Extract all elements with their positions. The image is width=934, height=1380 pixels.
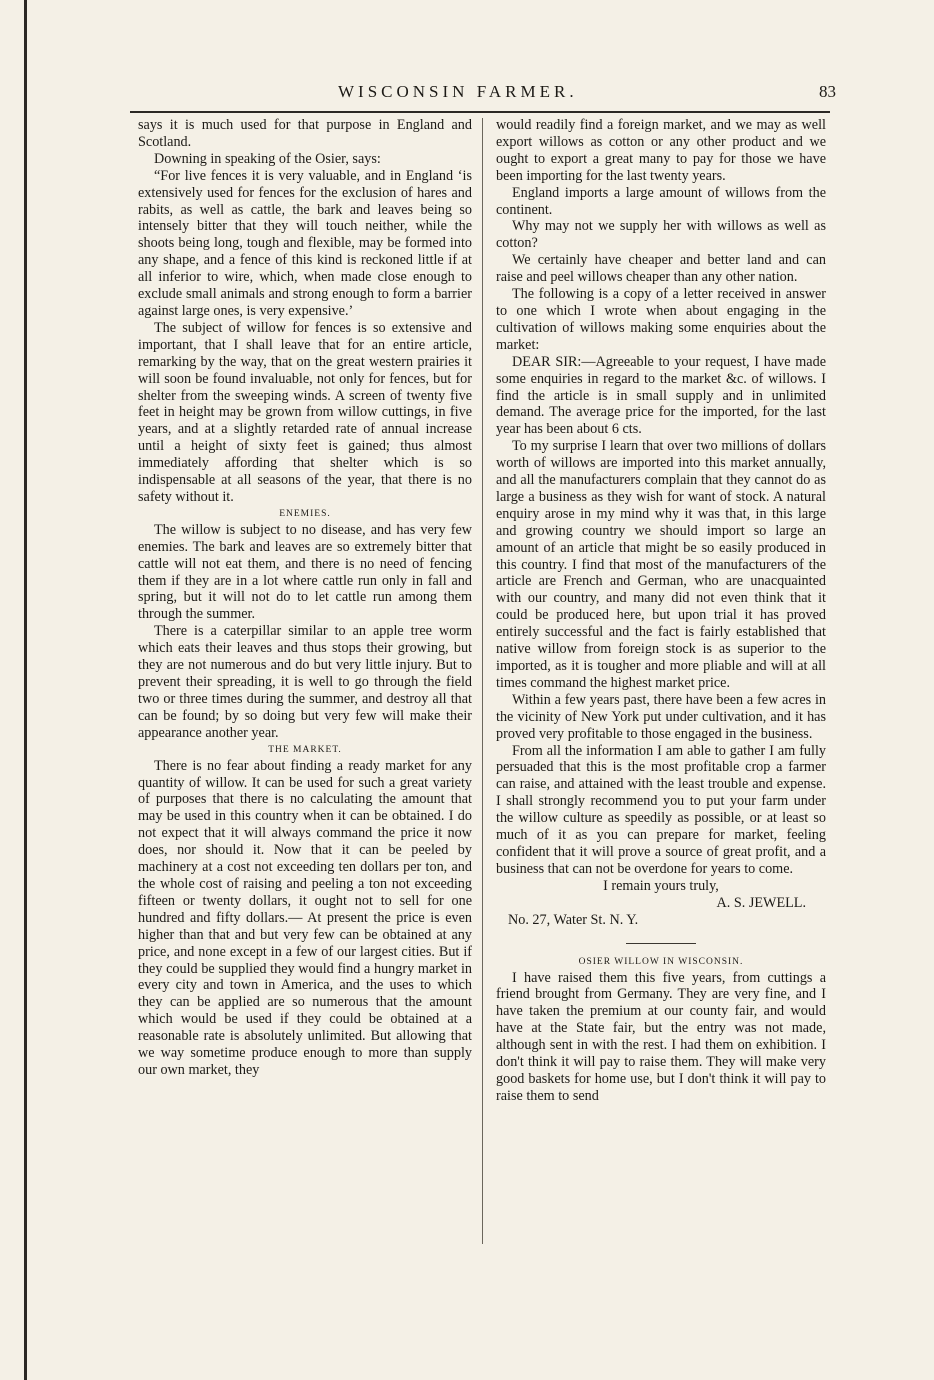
- paragraph: We certainly have cheaper and better land and can raise and peel willows cheaper than any other nation.: [496, 252, 826, 286]
- section-divider: [626, 943, 696, 944]
- paragraph: Why may not we supply her with willows as well as cotton?: [496, 218, 826, 252]
- section-heading-enemies: ENEMIES.: [279, 508, 331, 519]
- paragraph: There is a caterpillar similar to an apple tree worm which eats their leaves and thus stops their growing, but they are not numerous and do but very little injury. But to prevent their spreading, it is well to go through the field two or three times during the summer, and destroy all that can be found; by so doing but very few will make their appearance another year.: [138, 623, 472, 741]
- section-heading-market: THE MARKET.: [268, 744, 342, 755]
- paragraph: “For live fences it is very valuable, and in England ‘is extensively used for fences for the exclusion of hares and rabits, as well as cattle, the bark and leaves being so intensely bitter that they will touch neither, while the shoots being long, tough and flexible, may be formed into any shape, and a fence of this kind is reckoned little if at all inferior to wire, which, when made close enough to exclude small animals and strong enough to form a barrier against large ones, is very expensive.’: [138, 167, 472, 319]
- letter-paragraph: To my surprise I learn that over two millions of dollars worth of willows are imported into this market annually, and all the manufacturers complain that they cannot do as large a business as they wish for want of stock. A natural enquiry arose in my mind why it was that, in this large and growing country we should import so large an amount of an article that might be so easily produced in this country. I find that most of the manufacturers of the article are French and German, who are unacquainted with our country, and many did not even think that it could be produced here, but upon trial it has proved entirely successful and the fact is fairly established that native willow from foreign stock is as superior to the imported, as it is tougher and more pliable and will at all times command the highest market price.: [496, 438, 826, 691]
- paragraph: The subject of willow for fences is so extensive and important, that I shall leave that for an entire article, remarking by the way, that on the great western prairies it will soon be found invaluable, not only for fences, but for shelter from the sweeping winds. A screen of twenty five feet in height may be grown from willow cuttings, in five years, and at a slightly retarded rate of annual increase until a height of sixty feet is gained; thus almost immediately affording that shelter which is so indispensable at all seasons of the year, that there is no safety without it.: [138, 319, 472, 505]
- section-heading-osier: OSIER WILLOW IN WISCONSIN.: [578, 956, 744, 967]
- paragraph: The following is a copy of a letter received in answer to one which I wrote when about engaging in the cultivation of willows making some enquiries about the market:: [496, 286, 826, 353]
- letter-address: No. 27, Water St. N. Y.: [508, 911, 639, 928]
- paragraph: Downing in speaking of the Osier, says:: [154, 150, 381, 167]
- paragraph: The willow is subject to no disease, and has very few enemies. The bark and leaves are so extremely bitter that cattle will not eat them, and there is no need of fencing them if they are in a lot where cattle run only in fall and spring, but it will not do to let cattle run among them through the summer.: [138, 521, 472, 623]
- paragraph: England imports a large amount of willows from the continent.: [496, 184, 826, 218]
- paragraph: says it is much used for that purpose in England and Scotland.: [138, 117, 472, 150]
- letter-paragraph: Within a few years past, there have been a few acres in the vicinity of New York put under cultivation, and it has proved very profitable to those engaged in the business.: [496, 691, 826, 742]
- paragraph: I have raised them this five years, from cuttings a friend brought from Germany. They are very fine, and I have taken the premium at our county fair, and would have at the State fair, but the entry was not made, although sent in with the rest. I had them on exhibition. I don't think it will pay to raise them. They will make very good baskets for home use, but I don't think it will pay to raise them to send: [496, 969, 826, 1104]
- letter-signature: A. S. JEWELL.: [716, 894, 806, 911]
- paragraph: would readily find a foreign market, and we may as well export willows as cotton or any other product and we ought to export a great many to pay for those we have been importing for the last twenty years.: [496, 117, 826, 184]
- page-header: [130, 82, 836, 108]
- right-column: [496, 117, 826, 1105]
- header-rule: [130, 111, 830, 113]
- letter-closing: I remain yours truly,: [603, 877, 719, 894]
- publication-title: WISCONSIN FARMER.: [338, 82, 578, 101]
- letter-paragraph: From all the information I am able to gather I am fully persuaded that this is the most profitable crop a farmer can raise, and attained with the least trouble and expense. I shall strongly recommend you to put your farm under the willow culture as speedily as possible, or at least so much of it as you can prepare for market, feeling confident that it will prove a source of great profit, and a business that can not be overdone for years to come.: [496, 742, 826, 877]
- letter-paragraph: DEAR SIR:—Agreeable to your request, I have made some enquiries in regard to the market &c. of willows. I find the article is in small supply and in unlimited demand. The average price for the imported, for the last year has been about 6 cts.: [496, 353, 826, 438]
- page-number: 83: [819, 82, 836, 101]
- paragraph: There is no fear about finding a ready market for any quantity of willow. It can be used for such a great variety of purposes that there is no calculating the amount that may be used in this country when it can be obtained. I do not expect that it will always command the price it now does, nor should it. Now that it can be peeled by machinery at a cost not exceeding ten dollars per ton, and the whole cost of raising and peeling a ton not exceeding fifteen or twenty dollars, it ought not to sell for one hundred and fifty dollars.— At present the price is even higher than that and but very few can be obtained at any price, and none except in a few of our largest cities. But if they could be supplied they would find a hungry market in every city and town in America, and the uses to which they can be applied are so numerous that the amount which would be used if they could be obtained at a reasonable rate is absolutely unlimited. But allowing that we way sometime produce enough to more than supply our own market, they: [138, 757, 472, 1078]
- binding-edge: [24, 0, 27, 1380]
- column-divider: [482, 118, 483, 1244]
- left-column: [138, 117, 472, 1079]
